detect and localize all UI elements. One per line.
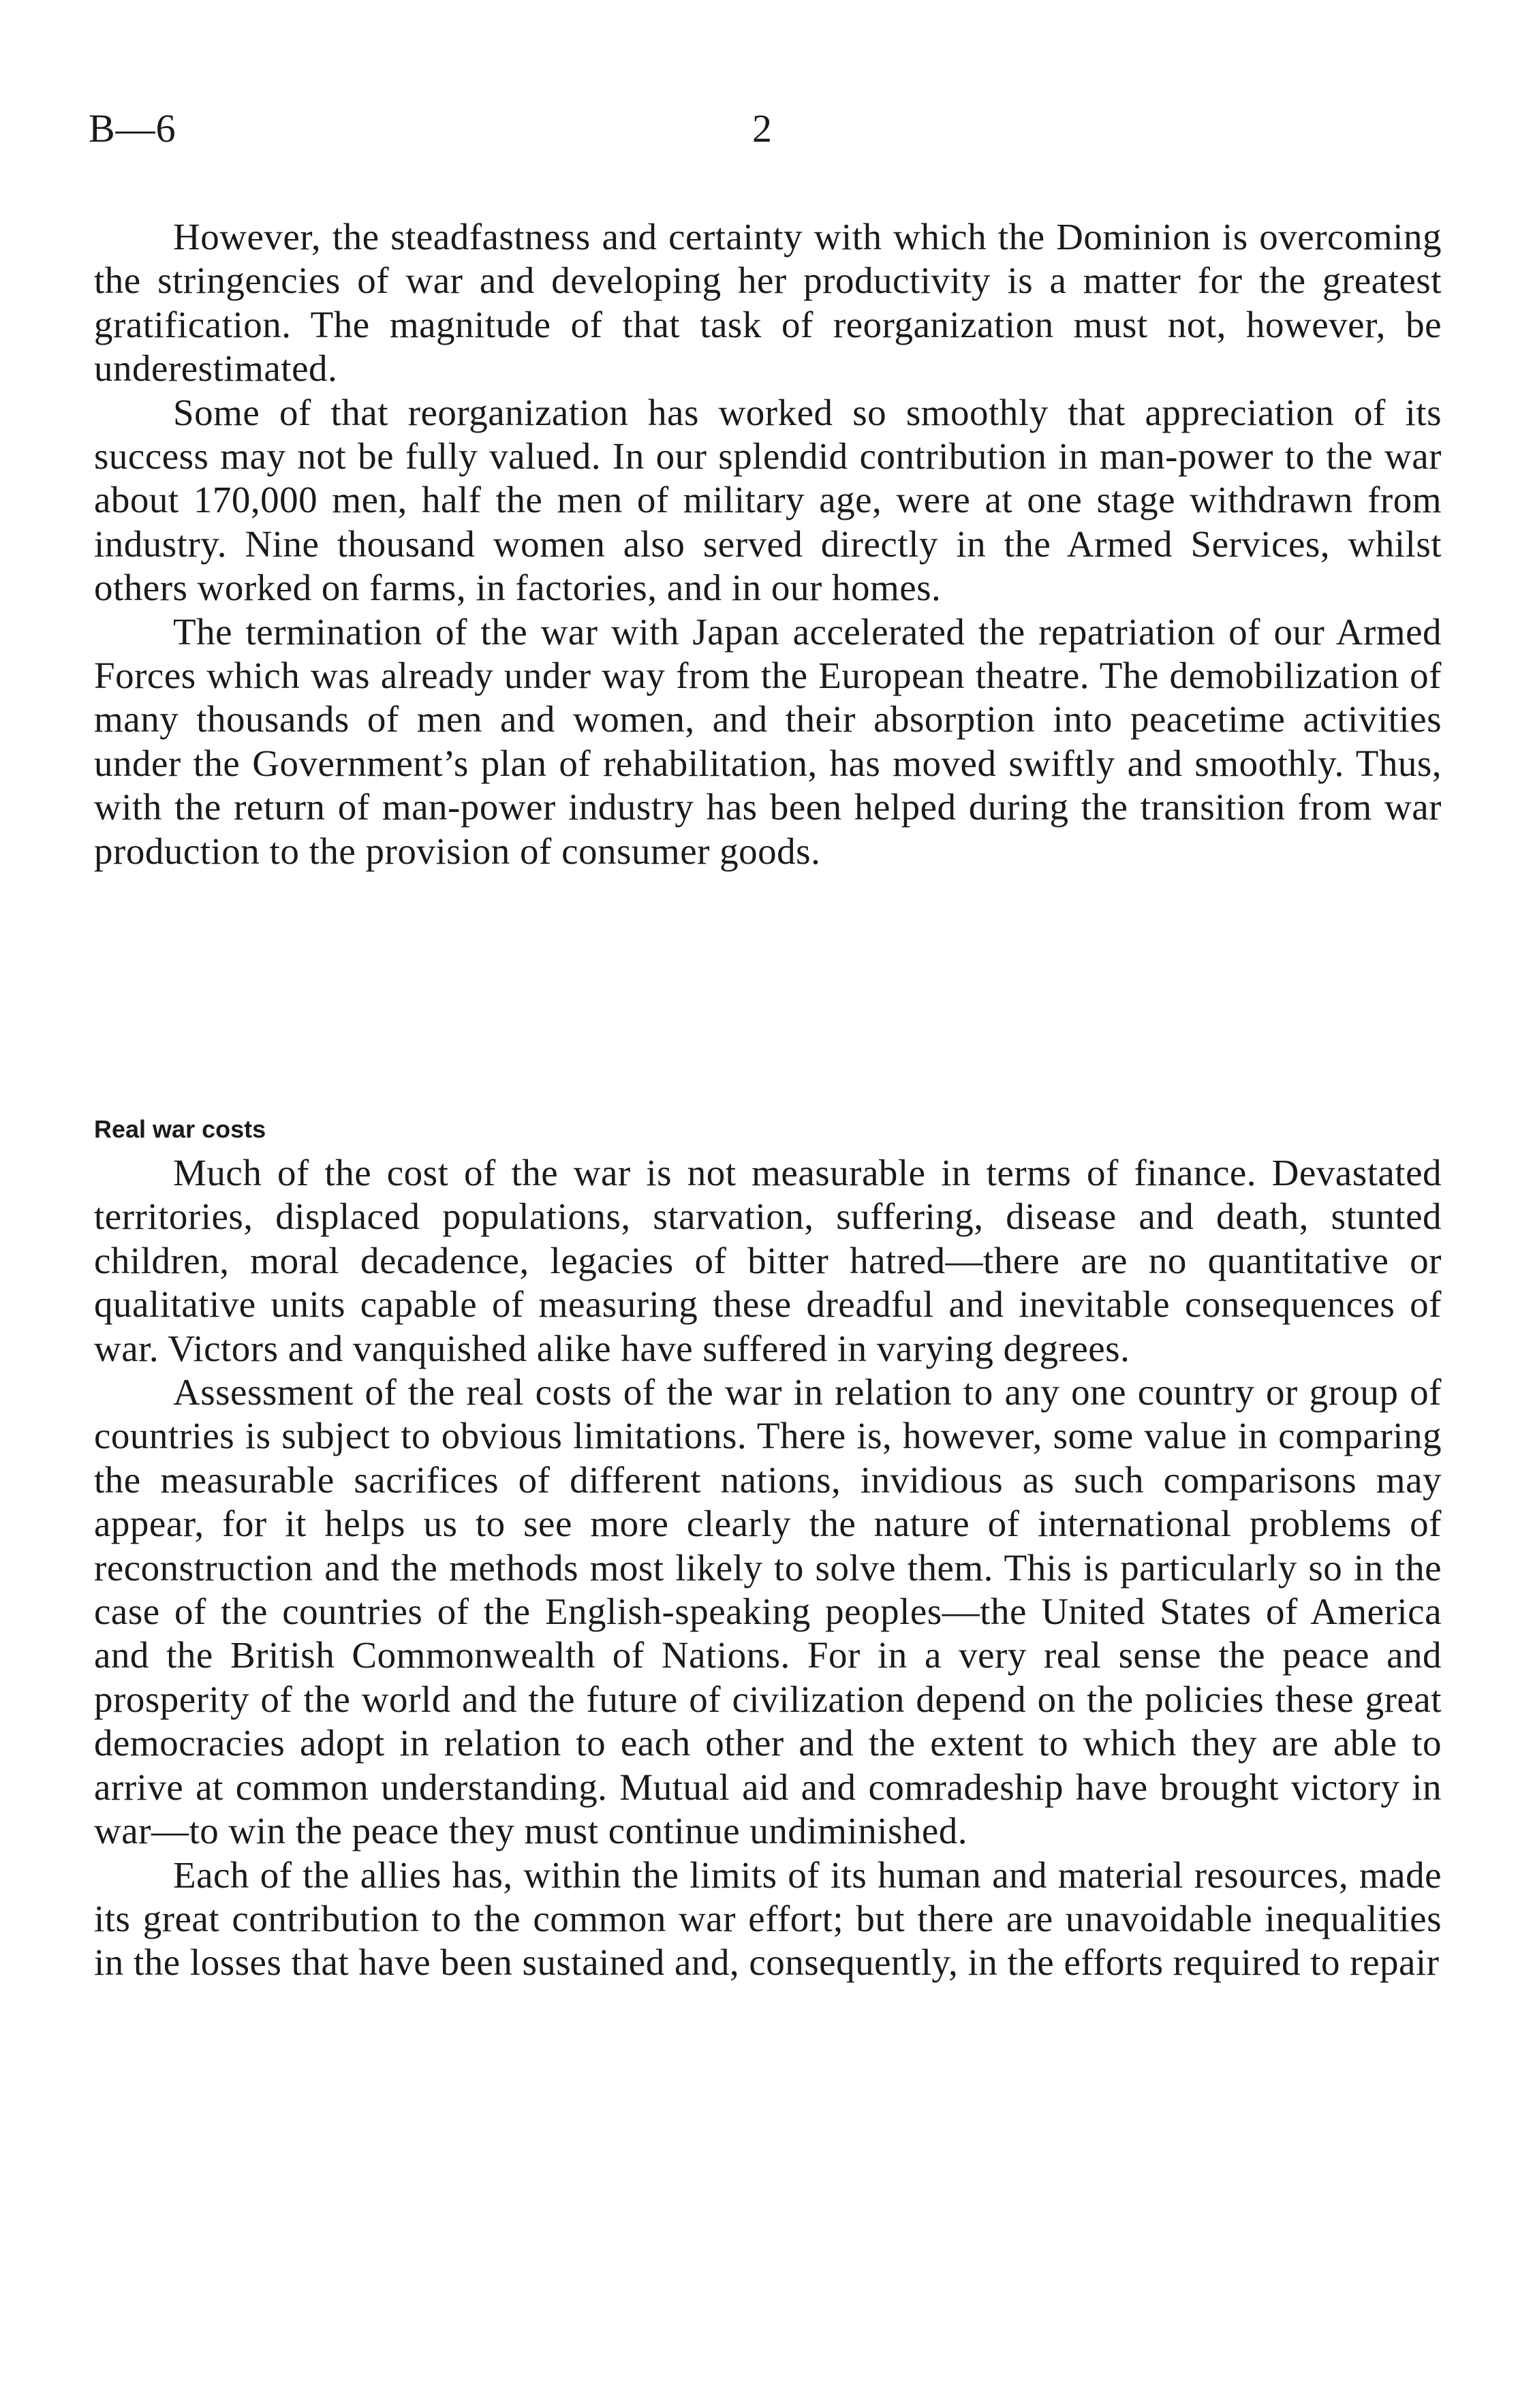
section-heading: Real war costs <box>94 1115 266 1143</box>
paragraph: Much of the cost of the war is not measurable in terms of finance. Devastated territories, displaced populations, starvation, suffering, disease and death, stunted children, moral decadence, legacies of bitter hatred—there are no quantitative or qualitative units capable of measuring these dreadful and inevitable consequences of war. Victors and vanquished alike have suffered in varying degrees. <box>94 1152 1442 1369</box>
body-text-section-1 <box>94 215 1442 873</box>
paragraph: Assessment of the real costs of the war in relation to any one country or group of countries is subject to obvious limitations. There is, however, some value in comparing the measurable sacrifices of different nations, invidious as such comparisons may appear, for it helps us to see more clearly the nature of international problems of reconstruction and the methods most likely to solve them. This is particularly so in the case of the countries of the English-speaking peoples—the United States of America and the British Commonwealth of Nations. For in a very real sense the peace and prosperity of the world and the future of civilization depend on the policies these great democracies adopt in relation to each other and the extent to which they are able to arrive at common understanding. Mutual aid and comradeship have brought victory in war—to win the peace they must continue undiminished. <box>94 1371 1442 1852</box>
page-number: 2 <box>752 106 772 151</box>
paragraph: The termination of the war with Japan accelerated the repatriation of our Armed Forces which was already under way from the European theatre. The demobilization of many thousands of men and women, and their absorption into peacetime activities under the Government’s plan of rehabilitation, has moved swiftly and smoothly. Thus, with the return of man-power industry has been helped during the transition from war production to the provision of consumer goods. <box>94 610 1442 872</box>
paragraph: Some of that reorganization has worked so smoothly that appreciation of its success may not be fully valued. In our splendid contribution in man-power to the war about 170,000 men, half the men of military age, were at one stage withdrawn from industry. Nine thousand women also served directly in the Armed Services, whilst others worked on farms, in factories, and in our homes. <box>94 391 1442 609</box>
document-reference: B—6 <box>89 106 176 151</box>
paragraph: Each of the allies has, within the limits of its human and material resources, made its great contribution to the common war effort; but there are unavoidable inequalities in the losses that have been sustained and, consequently, in the efforts required to repair <box>94 1854 1442 1984</box>
body-text-section-2 <box>94 1151 1442 1985</box>
paragraph: However, the steadfastness and certainty with which the Dominion is overcoming the stringencies of war and developing her productivity is a matter for the greatest gratification. The magnitude of that task of reorganization must not, however, be underestimated. <box>94 216 1442 390</box>
